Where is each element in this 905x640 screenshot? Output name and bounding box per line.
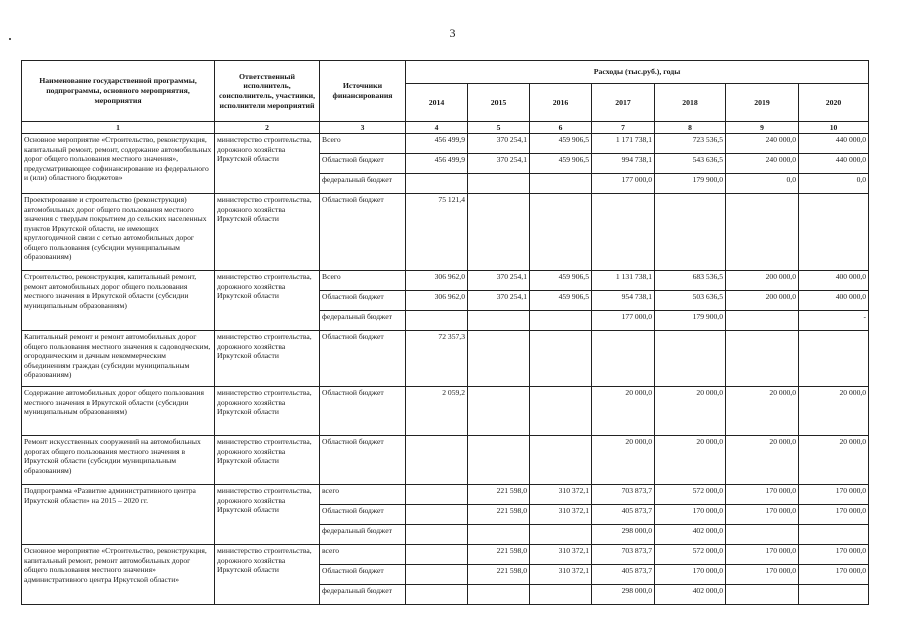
measure-name: Основное мероприятие «Строительство, реконструкция, капитальный ремонт, ремонт, содержание автомобильных дорог общего пользования местного значения», предусматривающее софинансирование из федерального и (или) областного бюджетов»: [22, 134, 215, 194]
measure-name: Основное мероприятие «Строительство, реконструкция, капитальный ремонт, ремонт автомобильных дорог общего пользования местного значения» административного центра Иркутской области»: [22, 545, 215, 605]
expense-value: 954 738,1: [592, 291, 655, 311]
expense-value: 370 254,1: [468, 291, 530, 311]
expense-value: 170 000,0: [726, 545, 799, 565]
expense-value: [468, 194, 530, 271]
expense-value: [799, 525, 869, 545]
budget-table: [21, 60, 869, 605]
header-year: 2015: [468, 84, 530, 122]
expense-value: 703 873,7: [592, 545, 655, 565]
expense-value: [468, 387, 530, 436]
expense-value: 703 873,7: [592, 485, 655, 505]
funding-source: Областной бюджет: [320, 505, 406, 525]
expense-value: 723 536,5: [655, 134, 726, 154]
expense-value: 459 906,5: [530, 271, 592, 291]
column-number: 5: [468, 122, 530, 134]
funding-source: федеральный бюджет: [320, 525, 406, 545]
expense-value: 200 000,0: [726, 291, 799, 311]
header-year: 2019: [726, 84, 799, 122]
expense-value: 459 906,5: [530, 291, 592, 311]
expense-value: [530, 387, 592, 436]
funding-source: Областной бюджет: [320, 565, 406, 585]
expense-value: 20 000,0: [726, 436, 799, 485]
expense-value: 456 499,9: [406, 134, 468, 154]
table-row: [22, 387, 869, 436]
expense-value: 298 000,0: [592, 525, 655, 545]
expense-value: 310 372,1: [530, 485, 592, 505]
expense-value: 0,0: [799, 174, 869, 194]
table-row: [22, 134, 869, 154]
header-expenses: Расходы (тыс.руб.), годы: [406, 61, 869, 84]
expense-value: 405 873,7: [592, 565, 655, 585]
expense-value: [530, 525, 592, 545]
expense-value: [468, 525, 530, 545]
expense-value: [406, 505, 468, 525]
expense-value: [655, 331, 726, 387]
column-number: 9: [726, 122, 799, 134]
expense-value: [530, 436, 592, 485]
expense-value: 370 254,1: [468, 154, 530, 174]
expense-value: 683 536,5: [655, 271, 726, 291]
expense-value: 179 900,0: [655, 311, 726, 331]
expense-value: 221 598,0: [468, 485, 530, 505]
table-row: [22, 485, 869, 505]
measure-name: Проектирование и строительство (реконструкция) автомобильных дорог общего пользования местного значения с твердым покрытием до сельских населенных пунктов Иркутской области, не имеющих круглогодичной связи с сетью автомобильных дорог общего пользования (субсидии муниципальным образованиям): [22, 194, 215, 271]
expense-value: 240 000,0: [726, 154, 799, 174]
expense-value: 221 598,0: [468, 565, 530, 585]
expense-value: 177 000,0: [592, 311, 655, 331]
funding-source: Областной бюджет: [320, 291, 406, 311]
expense-value: 170 000,0: [655, 565, 726, 585]
expense-value: [530, 311, 592, 331]
expense-value: 310 372,1: [530, 545, 592, 565]
page-number: 3: [449, 26, 456, 40]
expense-value: 20 000,0: [592, 436, 655, 485]
funding-source: Областной бюджет: [320, 387, 406, 436]
expense-value: 572 000,0: [655, 545, 726, 565]
expense-value: 221 598,0: [468, 545, 530, 565]
table-row: [22, 436, 869, 485]
expense-value: 170 000,0: [726, 565, 799, 585]
expense-value: [726, 585, 799, 605]
column-number: 1: [22, 122, 215, 134]
expense-value: 310 372,1: [530, 565, 592, 585]
expense-value: [726, 331, 799, 387]
funding-source: Всего: [320, 134, 406, 154]
expense-value: 400 000,0: [799, 291, 869, 311]
column-number: 4: [406, 122, 468, 134]
table-row: [22, 194, 869, 271]
column-number: 8: [655, 122, 726, 134]
header-responsible: Ответственный исполнитель, соисполнитель, участники, исполнители мероприятий: [215, 61, 320, 122]
header-year: 2016: [530, 84, 592, 122]
expense-value: 503 636,5: [655, 291, 726, 311]
column-number: 7: [592, 122, 655, 134]
header-year: 2017: [592, 84, 655, 122]
column-number: 3: [320, 122, 406, 134]
expense-value: 440 000,0: [799, 134, 869, 154]
header-year: 2014: [406, 84, 468, 122]
expense-value: [468, 585, 530, 605]
expense-value: 75 121,4: [406, 194, 468, 271]
expense-value: [530, 194, 592, 271]
expense-value: 459 906,5: [530, 154, 592, 174]
expense-value: 170 000,0: [799, 505, 869, 525]
funding-source: федеральный бюджет: [320, 174, 406, 194]
expense-value: [406, 174, 468, 194]
expense-value: 170 000,0: [726, 485, 799, 505]
expense-value: [655, 194, 726, 271]
expense-value: 572 000,0: [655, 485, 726, 505]
expense-value: [530, 331, 592, 387]
column-number: 2: [215, 122, 320, 134]
expense-value: 994 738,1: [592, 154, 655, 174]
header-name: Наименование государственной программы, подпрограммы, основного мероприятия, мероприятия: [22, 61, 215, 122]
responsible-executor: министерство строительства, дорожного хозяйства Иркутской области: [215, 134, 320, 194]
expense-value: [468, 436, 530, 485]
expense-value: [406, 565, 468, 585]
expense-value: 20 000,0: [655, 387, 726, 436]
expense-value: [406, 545, 468, 565]
measure-name: Строительство, реконструкция, капитальный ремонт, ремонт автомобильных дорог общего пользования местного значения в Иркутской области (субсидии муниципальным образованиям): [22, 271, 215, 331]
scan-mark: [9, 38, 11, 40]
funding-source: Областной бюджет: [320, 194, 406, 271]
expense-value: [406, 525, 468, 545]
expense-value: [592, 331, 655, 387]
expense-value: 306 962,0: [406, 271, 468, 291]
header-year: 2018: [655, 84, 726, 122]
expense-value: [799, 585, 869, 605]
expense-value: 459 906,5: [530, 134, 592, 154]
expense-value: 1 171 738,1: [592, 134, 655, 154]
table-row: [22, 331, 869, 387]
funding-source: Всего: [320, 271, 406, 291]
expense-value: 543 636,5: [655, 154, 726, 174]
table-row: [22, 545, 869, 565]
expense-value: 240 000,0: [726, 134, 799, 154]
expense-value: 20 000,0: [799, 436, 869, 485]
expense-value: 170 000,0: [799, 545, 869, 565]
measure-name: Содержание автомобильных дорог общего пользования местного значения в Иркутской области (субсидии муниципальным образованиям): [22, 387, 215, 436]
header-sources: Источники финансирования: [320, 61, 406, 122]
funding-source: всего: [320, 545, 406, 565]
expense-value: 170 000,0: [726, 505, 799, 525]
expense-value: [406, 436, 468, 485]
responsible-executor: министерство строительства, дорожного хозяйства Иркутской области: [215, 436, 320, 485]
expense-value: 400 000,0: [799, 271, 869, 291]
expense-value: 20 000,0: [799, 387, 869, 436]
expense-value: 20 000,0: [592, 387, 655, 436]
expense-value: [406, 485, 468, 505]
responsible-executor: министерство строительства, дорожного хозяйства Иркутской области: [215, 194, 320, 271]
expense-value: [799, 194, 869, 271]
responsible-executor: министерство строительства, дорожного хозяйства Иркутской области: [215, 485, 320, 545]
expense-value: 20 000,0: [726, 387, 799, 436]
expense-value: 306 962,0: [406, 291, 468, 311]
expense-value: 170 000,0: [799, 485, 869, 505]
expense-value: 0,0: [726, 174, 799, 194]
expense-value: 370 254,1: [468, 134, 530, 154]
expense-value: [530, 585, 592, 605]
funding-source: всего: [320, 485, 406, 505]
funding-source: Областной бюджет: [320, 154, 406, 174]
expense-value: [406, 311, 468, 331]
expense-value: 405 873,7: [592, 505, 655, 525]
column-number: 10: [799, 122, 869, 134]
expense-value: 440 000,0: [799, 154, 869, 174]
expense-value: [726, 194, 799, 271]
expense-value: 456 499,9: [406, 154, 468, 174]
expense-value: 177 000,0: [592, 174, 655, 194]
expense-value: 170 000,0: [655, 505, 726, 525]
funding-source: федеральный бюджет: [320, 585, 406, 605]
header-year: 2020: [799, 84, 869, 122]
measure-name: Подпрограмма «Развитие административного центра Иркутской области» на 2015 – 2020 гг.: [22, 485, 215, 545]
responsible-executor: министерство строительства, дорожного хозяйства Иркутской области: [215, 331, 320, 387]
measure-name: Ремонт искусственных сооружений на автомобильных дорогах общего пользования местного значения в Иркутской области (субсидии муниципальным образованиям): [22, 436, 215, 485]
measure-name: Капитальный ремонт и ремонт автомобильных дорог общего пользования местного значения к садоводческим, огородническим и дачным некоммерческим объединениям граждан (субсидии муниципальным образованиям): [22, 331, 215, 387]
table-row: [22, 271, 869, 291]
expense-value: [592, 194, 655, 271]
expense-value: [726, 525, 799, 545]
expense-value: 2 059,2: [406, 387, 468, 436]
expense-value: 402 000,0: [655, 525, 726, 545]
expense-value: 310 372,1: [530, 505, 592, 525]
expense-value: 298 000,0: [592, 585, 655, 605]
expense-value: 72 357,3: [406, 331, 468, 387]
expense-value: -: [799, 311, 869, 331]
expense-value: [468, 311, 530, 331]
responsible-executor: министерство строительства, дорожного хозяйства Иркутской области: [215, 545, 320, 605]
expense-value: 170 000,0: [799, 565, 869, 585]
expense-value: [468, 331, 530, 387]
header-row: [22, 61, 869, 84]
expense-value: 221 598,0: [468, 505, 530, 525]
column-numbers-row: [22, 122, 869, 134]
expense-value: [726, 311, 799, 331]
funding-source: федеральный бюджет: [320, 311, 406, 331]
expense-value: [406, 585, 468, 605]
expense-value: 200 000,0: [726, 271, 799, 291]
funding-source: Областной бюджет: [320, 436, 406, 485]
expense-value: [530, 174, 592, 194]
expense-value: [799, 331, 869, 387]
funding-source: Областной бюджет: [320, 331, 406, 387]
expense-value: [468, 174, 530, 194]
expense-value: 370 254,1: [468, 271, 530, 291]
expense-value: 1 131 738,1: [592, 271, 655, 291]
column-number: 6: [530, 122, 592, 134]
expense-value: 179 900,0: [655, 174, 726, 194]
responsible-executor: министерство строительства, дорожного хозяйства Иркутской области: [215, 387, 320, 436]
responsible-executor: министерство строительства, дорожного хозяйства Иркутской области: [215, 271, 320, 331]
table-body: [22, 134, 869, 605]
expense-value: 402 000,0: [655, 585, 726, 605]
expense-value: 20 000,0: [655, 436, 726, 485]
